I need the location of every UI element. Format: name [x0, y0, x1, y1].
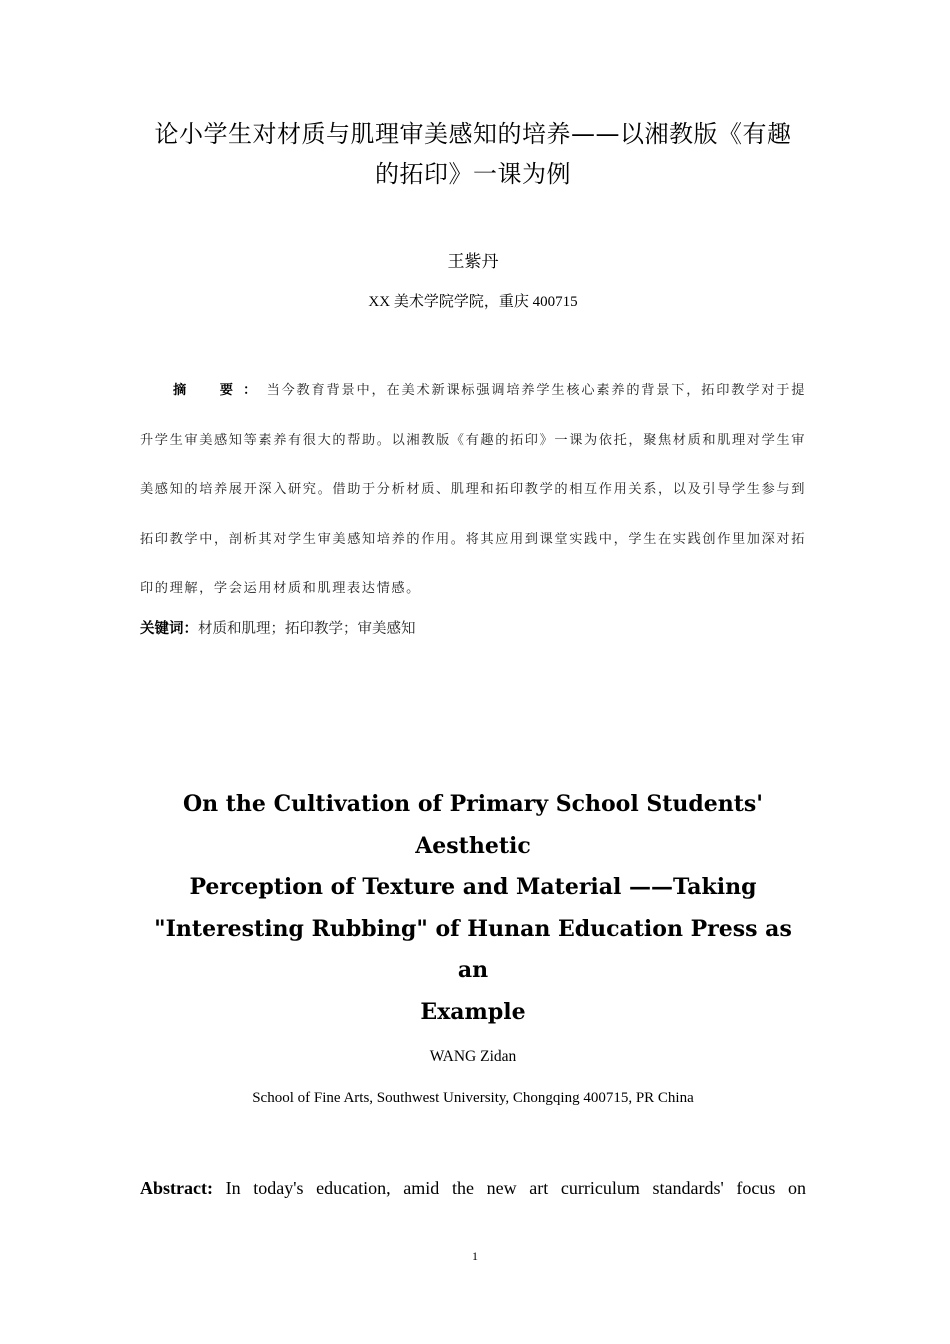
chinese-abstract	[140, 366, 806, 614]
page-number: 1	[472, 1249, 478, 1263]
chinese-title-line-1: 论小学生对材质与肌理审美感知的培养——以湘教版《有趣	[154, 120, 792, 148]
chinese-affiliation: XX 美术学院学院，重庆 400715	[368, 294, 578, 310]
chinese-abstract-label: 摘 要：	[173, 383, 267, 398]
english-title-line-1: On the Cultivation of Primary School Students' Aesthetic	[182, 791, 764, 859]
chinese-keywords-label: 关键词：	[140, 621, 198, 637]
english-author: WANG Zidan	[429, 1048, 517, 1065]
english-title-line-2: Perception of Texture and Material ——Taking	[189, 874, 757, 900]
chinese-title	[140, 114, 806, 194]
chinese-abstract-text: 当今教育背景中，在美术新课标强调培养学生核心素养的背景下，拓印教学对于提升学生审美感知等素养有很大的帮助。以湘教版《有趣的拓印》一课为依托，聚焦材质和肌理对学生审美感知的培养展开深入研究。借助于分析材质、肌理和拓印教学的相互作用关系，以及引导学生参与到拓印教学中，剖析其对学生审美感知培养的作用。将其应用到课堂实践中，学生在实践创作里加深对拓印的理解，学会运用材质和肌理表达情感。	[140, 383, 806, 596]
chinese-keywords	[140, 617, 806, 641]
chinese-author: 王紫丹	[447, 252, 499, 272]
english-abstract-text: In today's education, amid the new art curriculum standards' focus on	[212, 1178, 806, 1198]
english-abstract	[140, 1175, 806, 1201]
english-abstract-label: Abstract:	[140, 1178, 213, 1198]
chinese-title-line-2: 的拓印》一课为例	[375, 160, 571, 188]
english-title	[140, 784, 806, 1033]
english-title-line-4: Example	[420, 998, 526, 1025]
english-title-line-3: "Interesting Rubbing" of Hunan Education Press as an	[154, 915, 792, 983]
chinese-keywords-text: 材质和肌理；拓印教学；审美感知	[198, 621, 416, 637]
english-affiliation: School of Fine Arts, Southwest University, Chongqing 400715, PR China	[252, 1090, 694, 1106]
